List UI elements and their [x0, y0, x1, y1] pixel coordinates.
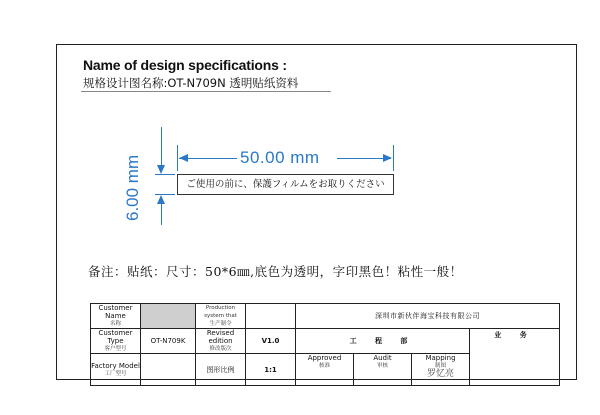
factory-model-label: Factory Model 工厂型号 [91, 354, 141, 386]
revised-edition-label: Revised edition 修改版次 [196, 329, 246, 354]
scale-label: 图形比例 [196, 354, 246, 386]
width-extension-left [177, 145, 178, 171]
approved-cell: Approved 核准 [296, 354, 354, 386]
production-system-label: Production system that 生产制令 [196, 304, 246, 329]
business-dept-header: 业 务 [470, 329, 560, 386]
arrow-left-icon [179, 154, 188, 162]
production-system-value [246, 304, 296, 329]
factory-model-value [141, 354, 196, 386]
width-dimension-label: 50.00 mm [240, 148, 320, 167]
arrow-right-icon [383, 154, 392, 162]
spec-title-cn: 规格设计图名称:OT-N709N 透明贴纸资料 [83, 76, 299, 90]
mapping-signature: 罗忆亮 [426, 369, 454, 379]
remarks-note: 备注：贴纸：尺寸：50*6㎜,底色为透明，字印黑色！粘性一般！ [88, 264, 463, 279]
height-dimension-line-bottom [161, 203, 162, 225]
spec-title-en: Name of design specifications : [83, 57, 287, 73]
sticker-text: ご使用の前に、保護フィルムをお取りください [186, 179, 385, 190]
height-dimension-label: 6.00 mm [123, 154, 142, 221]
customer-name-value [141, 304, 196, 329]
height-extension-top [155, 174, 175, 175]
mapping-cell: Mapping 制图 罗忆亮 [412, 354, 470, 386]
audit-cell: Audit 审核 [354, 354, 412, 386]
arrow-up-icon [157, 195, 165, 204]
title-underline [81, 91, 331, 92]
scale-value: 1:1 [246, 354, 296, 386]
sticker-preview [177, 174, 394, 195]
engineering-dept-header: 工 程 部 [296, 329, 470, 354]
spec-sheet [56, 44, 577, 380]
title-block [90, 303, 560, 386]
height-dimension-line-top [161, 127, 162, 165]
revised-edition-value: V1.0 [246, 329, 296, 354]
width-extension-right [393, 145, 394, 171]
customer-type-value: OT-N709K [141, 329, 196, 354]
customer-name-label: Customer Name 名称 [91, 304, 141, 329]
company-name: 深圳市新伙伴海宝科技有限公司 [296, 304, 560, 329]
arrow-down-icon [157, 165, 165, 174]
customer-type-label: Customer Type 客户型号 [91, 329, 141, 354]
